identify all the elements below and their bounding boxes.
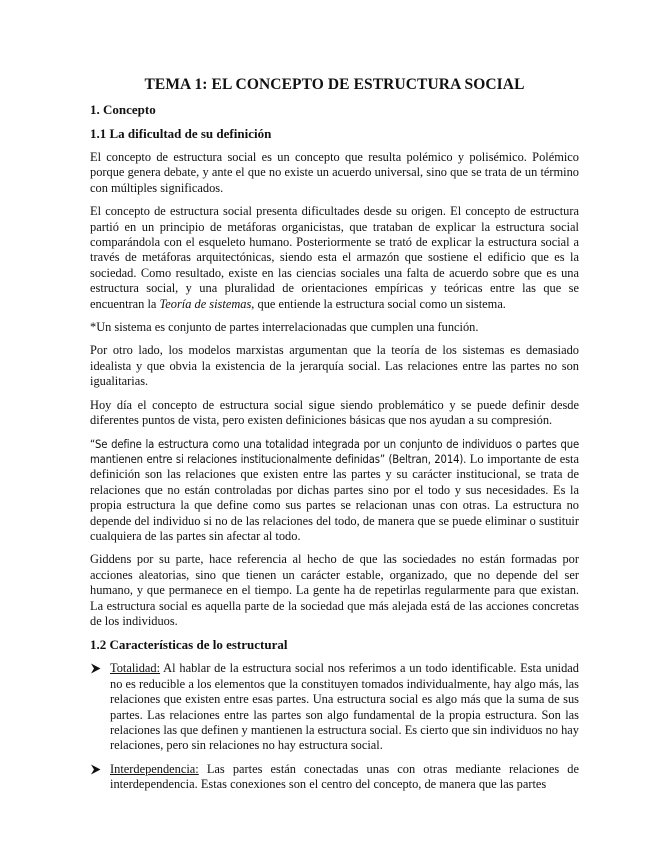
sistema-footnote: *Un sistema es conjunto de partes interrelacionadas que cumplen una función. bbox=[90, 320, 479, 335]
subsection-heading-caracteristicas: 1.2 Características de lo estructural bbox=[90, 637, 288, 653]
paragraph-definicion bbox=[90, 437, 579, 545]
paragraph-hoy-dia: Hoy día el concepto de estructura social sigue siendo problemático y se puede definir desde diferentes puntos de vista, pero existen definiciones básicas que nos ayudan a su compresión. bbox=[90, 397, 579, 428]
paragraph-dificultades-text-a: El concepto de estructura social presenta dificultades desde su origen. El concepto de estructura partió en un principio de metáforas organicistas, que trataban de explicar la estructura social comparándola con el esqueleto humano. Posteriormente se trató de explicar la estructura social a través de metáforas arquitectónicas, siendo esta el armazón que sostiene el edificio que es la sociedad. Como resultado, existe en las ciencias sociales una falta de acuerdo sobre que es una estructura social, y una pluralidad de orientaciones empíricas y teóricas entre las que se encuentran la bbox=[90, 204, 579, 311]
arrow-bullet-icon bbox=[90, 663, 101, 674]
list-item-totalidad bbox=[90, 661, 579, 753]
paragraph-marxistas: Por otro lado, los modelos marxistas argumentan que la teoría de los sistemas es demasiado idealista y que obvia la existencia de la jerarquía social. Las relaciones entre las partes no son igualitarias. bbox=[90, 343, 579, 389]
arrow-bullet-icon bbox=[90, 764, 101, 775]
document-title: TEMA 1: EL CONCEPTO DE ESTRUCTURA SOCIAL bbox=[144, 76, 525, 93]
totalidad-text: Al hablar de la estructura social nos referimos a un todo identificable. Esta unidad no es reducible a los elementos que la constituyen tomados individualmente, hay algo más, las relaciones que existen entre esas partes. Una estructura social es algo más que la suma de sus partes. Las relaciones entre las partes son algo fundamental de la propia estructura. Son las relaciones las que definen y mantienen la estructura social. Es cierto que sin individuos no hay relaciones, pero sin relaciones no hay estructura social. bbox=[110, 661, 579, 753]
section-heading-concepto: 1. Concepto bbox=[90, 102, 156, 117]
paragraph-polemico: El concepto de estructura social es un concepto que resulta polémico y polisémico. Polémico porque genera debate, y ante el que no existe un acuerdo universal, sino que se trata de un término con múltiples significados. bbox=[90, 150, 579, 195]
totalidad-term: Totalidad: bbox=[110, 661, 161, 676]
definition-explanation: Lo importante de esta definición son las relaciones que existen entre las partes y su carácter institucional, se trata de relaciones que no están controladas por dichas partes sino por el todo y sus necesidades. Es la propia estructura la que define como sus partes se relacionan unas con otras. La estructura no depende del individuo si no de las relaciones del todo, de manera que se puede eliminar o sustituir cualquiera de las partes sin afectar al todo. bbox=[90, 451, 580, 543]
paragraph-dificultades bbox=[90, 204, 579, 312]
subsection-heading-dificultad: 1.1 La dificultad de su definición bbox=[90, 126, 272, 141]
interdependencia-term: Interdependencia: bbox=[110, 761, 199, 776]
definition-quote: “Se define la estructura como una totalidad integrada por un conjunto de individuos o partes que mantienen entre si relaciones institucionalmente definidas” (Beltran, 2014). bbox=[90, 437, 579, 466]
paragraph-giddens: Giddens por su parte, hace referencia al hecho de que las sociedades no están formadas por acciones aleatorias, sino que tienen un carácter estable, organizado, que no depende del ser humano, y que permanece en el tiempo. La gente ha de repetirlas regularmente para que existan. La estructura social es aquella parte de la sociedad que más alejada está de las acciones concretas de los individuos. bbox=[90, 552, 579, 628]
paragraph-dificultades-text-b: , que entiende la estructura social como un sistema. bbox=[251, 296, 506, 311]
teoria-de-sistemas-term: Teoría de sistemas bbox=[159, 296, 252, 311]
characteristics-list bbox=[90, 661, 579, 792]
interdependencia-text: Las partes están conectadas unas con otras mediante relaciones de interdependencia. Estas conexiones son el centro del concepto, de manera que las partes bbox=[110, 761, 579, 792]
list-item-interdependencia bbox=[90, 762, 579, 793]
